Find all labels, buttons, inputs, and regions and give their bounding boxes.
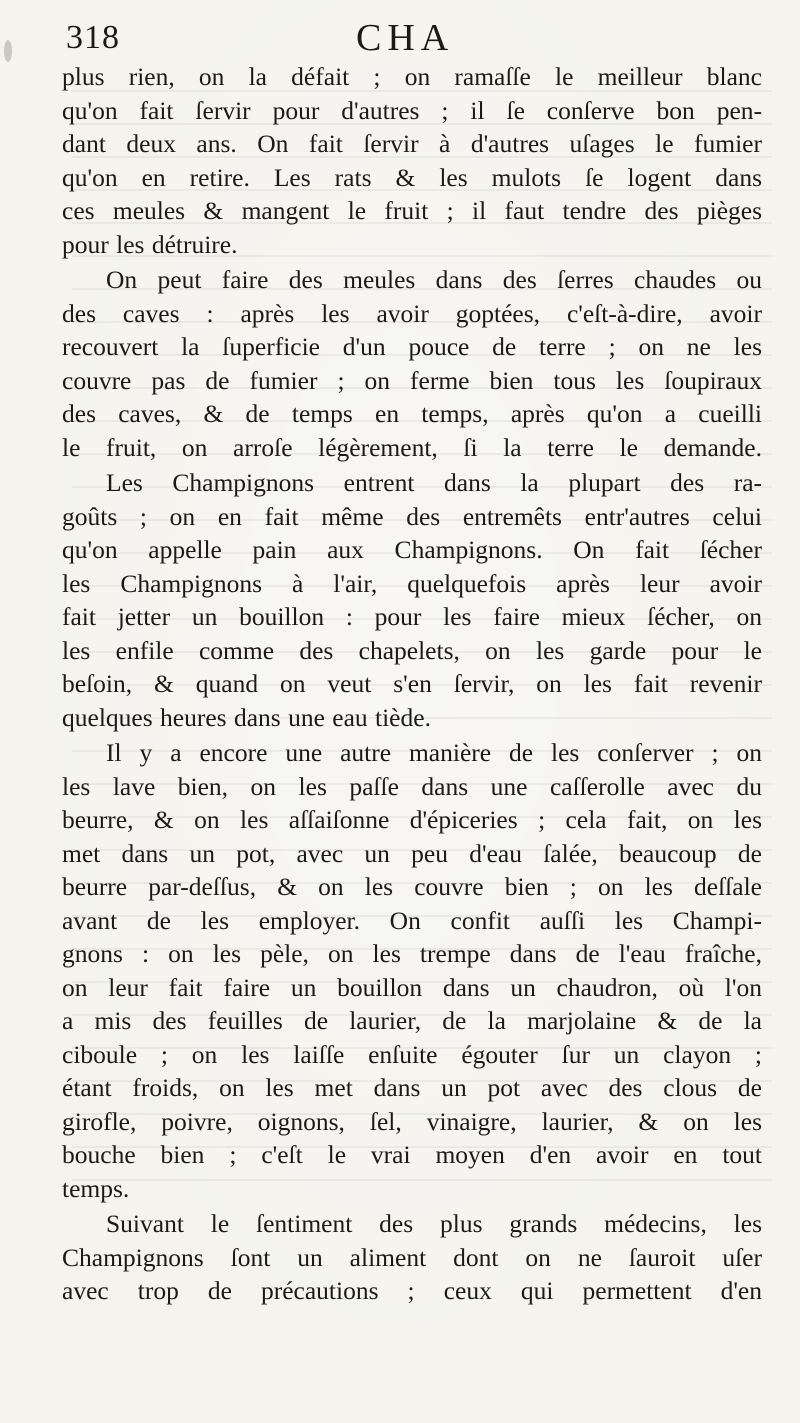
text-line: pour les détruire. [62, 229, 238, 259]
text-line: bouche bien ; c'eſt le vrai moyen d'en avoir en tout [62, 1140, 762, 1169]
text-line: ciboule ; on les laiſſe enſuite égouter ſur un clayon ; [62, 1039, 762, 1069]
text-line: Suivant le ſentiment des plus grands médecins, les [106, 1209, 762, 1238]
text-line: goûts ; on en fait même des entremêts entr'autres celui [62, 501, 762, 531]
text-line: beurre par-deſſus, & on les couvre bien ; on les deſſale [62, 872, 762, 901]
page-number: 318 [66, 19, 120, 56]
text-line: met dans un pot, avec un peu d'eau ſalée, beaucoup de [62, 838, 762, 868]
text-line: beurre, & on les aſſaiſonne d'épiceries ; cela fait, on les [62, 805, 762, 834]
text-line: des caves : après les avoir goptées, c'eſt-à-dire, avoir [62, 298, 762, 328]
text-line: avant de les employer. On confit auſſi les Champi- [62, 905, 762, 935]
text-line: beſoin, & quand on veut s'en ſervir, on les fait revenir [62, 669, 762, 698]
text-line: girofle, poivre, oignons, ſel, vinaigre, laurier, & on les [62, 1106, 762, 1136]
running-head: CHA [356, 17, 455, 59]
text-line: quelques heures dans une eau tiède. [62, 702, 431, 732]
text-line: qu'on fait ſervir pour d'autres ; il ſe conſerve bon pen- [62, 95, 762, 125]
text-line: a mis des feuilles de laurier, de la marjolaine & de la [62, 1006, 762, 1035]
text-line: fait jetter un bouillon : pour les faire mieux ſécher, on [62, 602, 762, 631]
text-line: qu'on en retire. Les rats & les mulots ſe logent dans [62, 162, 762, 192]
text-line: étant froids, on les met dans un pot avec des clous de [62, 1073, 762, 1102]
text-line: recouvert la ſuperficie d'un pouce de terre ; on ne les [62, 332, 762, 361]
text-line: gnons : on les pèle, on les trempe dans de l'eau fraîche, [62, 939, 762, 968]
paragraph-5 [62, 1207, 762, 1308]
text-line: avec trop de précautions ; ceux qui permettent d'en [62, 1276, 762, 1305]
text-line: temps. [62, 1173, 130, 1203]
text-line: les Champignons à l'air, quelquefois après leur avoir [62, 568, 762, 598]
text-line: on leur fait faire un bouillon dans un chaudron, où l'on [62, 972, 762, 1002]
text-line: Champignons ſont un aliment dont on ne ſauroit uſer [62, 1242, 762, 1272]
text-line: ces meules & mangent le fruit ; il faut tendre des pièges [62, 196, 762, 225]
text-line: les lave bien, on les paſſe dans une caſſerolle avec du [62, 771, 762, 801]
text-line: plus rien, on la défait ; on ramaſſe le meilleur blanc [62, 62, 762, 91]
page-header [66, 14, 766, 62]
text-line: Il y a encore une autre manière de les conſerver ; on [106, 738, 762, 767]
paper-blemish [4, 40, 12, 62]
text-line: des caves, & de temps en temps, après qu'on a cueilli [62, 399, 762, 428]
paragraph-3 [62, 466, 762, 734]
text-line: couvre pas de fumier ; on ferme bien tous les ſoupiraux [62, 365, 762, 395]
text-line: On peut faire des meules dans des ſerres chaudes ou [106, 265, 762, 294]
paragraph-1 [62, 60, 762, 261]
text-line: dant deux ans. On fait ſervir à d'autres uſages le fumier [62, 129, 762, 158]
text-line: les enfile comme des chapelets, on les garde pour le [62, 635, 762, 665]
text-line: qu'on appelle pain aux Champignons. On fait ſécher [62, 535, 762, 564]
paragraph-4 [62, 736, 762, 1205]
text-line: le fruit, on arroſe légèrement, ſi la terre le demande. [62, 432, 762, 462]
body-text [62, 60, 762, 1308]
paragraph-2 [62, 263, 762, 464]
text-line: Les Champignons entrent dans la plupart des ra- [106, 468, 762, 497]
